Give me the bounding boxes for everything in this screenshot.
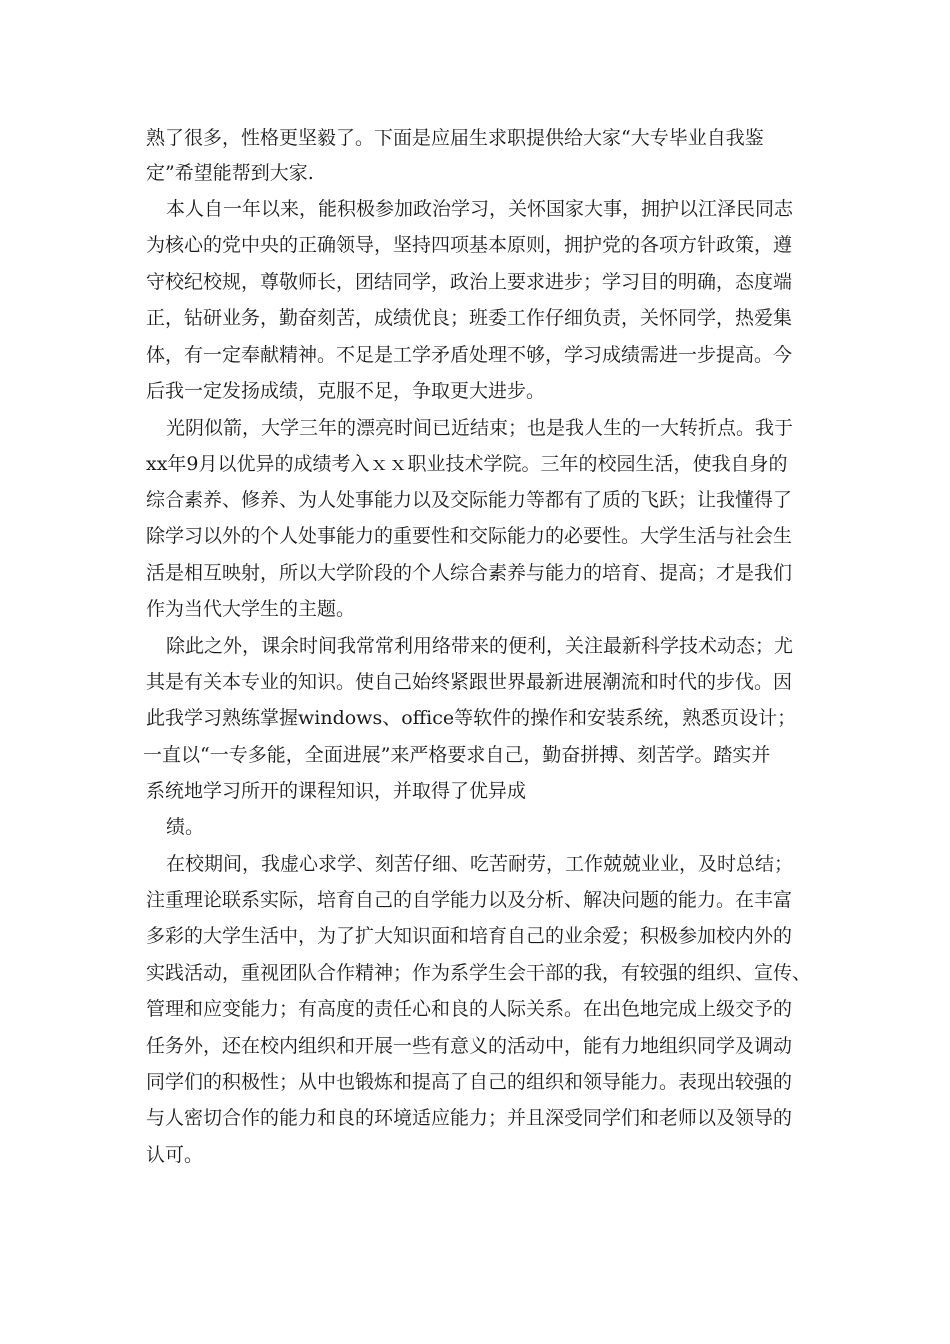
paragraph-start-line: 光阴似箭，大学三年的漂亮时间已近结束；也是我人生的一大转折点。我于 [166, 417, 794, 439]
text-line: 任务外，还在校内组织和开展一些有意义的活动中，能有力地组织同学及调动 [146, 1035, 793, 1057]
text-line: 此我学习熟练掌握windows、office等软件的操作和安装系统，熟悉页设计； [146, 707, 797, 729]
text-line: 后我一定发扬成绩，克服不足，争取更大进步。 [146, 380, 546, 402]
text-line: xx年9月以优异的成绩考入ｘｘ职业技术学院。三年的校园生活，使我自身的 [146, 453, 788, 475]
paragraph-start-line: 除此之外，课余时间我常常利用络带来的便利，关注最新科学技术动态；尤 [166, 635, 794, 657]
text-line: 绩。 [166, 816, 205, 838]
text-line: 守校纪校规，尊敬师长，团结同学，政治上要求进步；学习目的明确，态度端 [146, 271, 793, 293]
text-line: 管理和应变能力；有高度的责任心和良的人际关系。在出色地完成上级交予的 [146, 998, 793, 1020]
text-line: 正，钻研业务，勤奋刻苦，成绩优良；班委工作仔细负责，关怀同学，热爱集 [146, 307, 793, 329]
text-line: 实践活动，重视团队合作精神；作为系学生会干部的我，有较强的组织、宣传、 [146, 962, 812, 984]
text-line: 定”希望能帮到大家. [146, 162, 314, 184]
text-line: 认可。 [146, 1144, 204, 1166]
text-line: 其是有关本专业的知识。使自己始终紧跟世界最新进展潮流和时代的步伐。因 [146, 671, 793, 693]
text-line: 系统地学习所开的课程知识，并取得了优异成 [146, 780, 527, 802]
text-line: 作为当代大学生的主题。 [146, 598, 356, 620]
text-line: 同学们的积极性；从中也锻炼和提高了自己的组织和领导能力。表现出较强的 [146, 1071, 793, 1093]
text-line: 熟了很多，性格更坚毅了。下面是应届生求职提供给大家“大专毕业自我鉴 [146, 127, 764, 149]
text-line: 与人密切合作的能力和良的环境适应能力；并且深受同学们和老师以及领导的 [146, 1107, 793, 1129]
paragraph-start-line: 本人自一年以来，能积极参加政治学习，关怀国家大事，拥护以江泽民同志 [166, 198, 794, 220]
text-line: 一直以“一专多能，全面进展”来严格要求自己，勤奋拼搏、刻苦学。踏实并 [143, 744, 771, 766]
text-line: 注重理论联系实际，培育自己的自学能力以及分析、解决问题的能力。在丰富 [146, 889, 793, 911]
paragraph-start-line: 在校期间，我虚心求学、刻苦仔细、吃苦耐劳，工作兢兢业业，及时总结； [166, 853, 794, 875]
text-line: 综合素养、修养、为人处事能力以及交际能力等都有了质的飞跃；让我懂得了 [146, 489, 793, 511]
text-line: 多彩的大学生活中，为了扩大知识面和培育自己的业余爱；积极参加校内外的 [146, 925, 793, 947]
text-line: 活是相互映射，所以大学阶段的个人综合素养与能力的培育、提高；才是我们 [146, 562, 793, 584]
text-line: 除学习以外的个人处事能力的重要性和交际能力的必要性。大学生活与社会生 [146, 525, 793, 547]
text-line: 体，有一定奉献精神。不足是工学矛盾处理不够，学习成绩需进一步提高。今 [146, 344, 793, 366]
text-line: 为核心的党中央的正确领导，坚持四项基本原则，拥护党的各项方针政策，遵 [146, 234, 793, 256]
